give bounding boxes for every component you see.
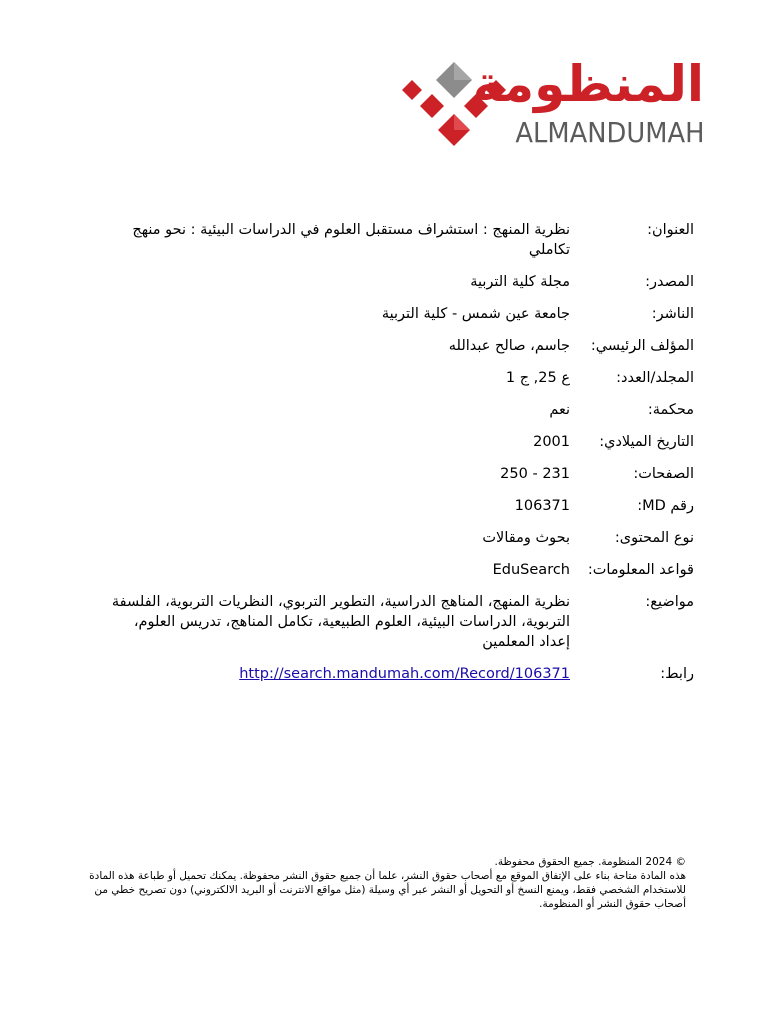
md-number-label: رقم MD: (637, 498, 694, 514)
subjects-label: مواضيع: (645, 594, 694, 610)
volume-issue-row (60, 366, 694, 388)
link-value (100, 662, 570, 684)
record-link[interactable]: http://search.mandumah.com/Record/106371 (239, 666, 570, 682)
date-row (60, 430, 694, 452)
author-value: جاسم، صالح عبدالله (448, 338, 570, 354)
databases-label: قواعد المعلومات: (587, 562, 694, 578)
volume-issue-value: ع 25, ج 1 (505, 370, 570, 386)
source-label: المصدر: (645, 274, 694, 290)
date-label: التاريخ الميلادي: (599, 434, 694, 450)
source-row (60, 270, 694, 292)
usage-notice: هذه المادة متاحة بناء على الإتفاق الموقع مع أصحاب حقوق النشر، علما أن جميع حقوق النشر محفوظة. يمكنك تحميل أو طباعة هذه المادة للاستخدام الشخصي فقط، ويمنع النسخ أو التحويل أو النشر عبر أي وسيلة (مثل مواقع الانترنت أو البريد الالكتروني) دون تصريح خطي من أصحاب حقوق النشر أو المنظومة. (89, 870, 686, 910)
logo-arabic-text: المنظومة (472, 55, 704, 113)
databases-value: EduSearch (492, 562, 570, 578)
record-metadata (60, 218, 694, 694)
publisher-row (60, 302, 694, 324)
content-type-label: نوع المحتوى: (614, 530, 694, 546)
volume-issue-label: المجلد/العدد: (616, 370, 694, 386)
pages-label: الصفحات: (633, 466, 694, 482)
almandumah-logo (398, 55, 708, 158)
peer-reviewed-value: نعم (549, 402, 570, 418)
logo-latin-text: ALMANDUMAH (514, 116, 704, 149)
publisher-label: الناشر: (651, 306, 694, 322)
publisher-value: جامعة عين شمس - كلية التربية (381, 306, 570, 322)
md-number-value: 106371 (514, 498, 570, 514)
author-label: المؤلف الرئيسي: (590, 338, 694, 354)
pages-value: 231 - 250 (500, 466, 570, 482)
pages-row (60, 462, 694, 484)
title-label: العنوان: (647, 222, 694, 238)
md-number-row (60, 494, 694, 516)
link-row (60, 662, 694, 684)
databases-row (60, 558, 694, 580)
source-value: مجلة كلية التربية (470, 274, 570, 290)
title-row (60, 218, 694, 260)
link-label: رابط: (660, 666, 694, 682)
content-type-row (60, 526, 694, 548)
peer-reviewed-row (60, 398, 694, 420)
peer-reviewed-label: محكمة: (647, 402, 694, 418)
subjects-value: نظرية المنهج، المناهج الدراسية، التطوير التربوي، النظريات التربوية، الفلسفة التربوية، الدراسات البيئية، العلوم الطبيعية، تكامل المناهج، تدريس العلوم، إعداد المعلمين (111, 594, 570, 650)
author-row (60, 334, 694, 356)
copyright-line: © 2024 المنظومة. جميع الحقوق محفوظة. (494, 856, 686, 868)
subjects-row (60, 590, 694, 652)
title-value: نظرية المنهج : استشراف مستقبل العلوم في الدراسات البيئية : نحو منهج تكاملي (132, 222, 570, 258)
copyright-footer (60, 855, 686, 911)
date-value: 2001 (533, 434, 570, 450)
content-type-value: بحوث ومقالات (482, 530, 570, 546)
